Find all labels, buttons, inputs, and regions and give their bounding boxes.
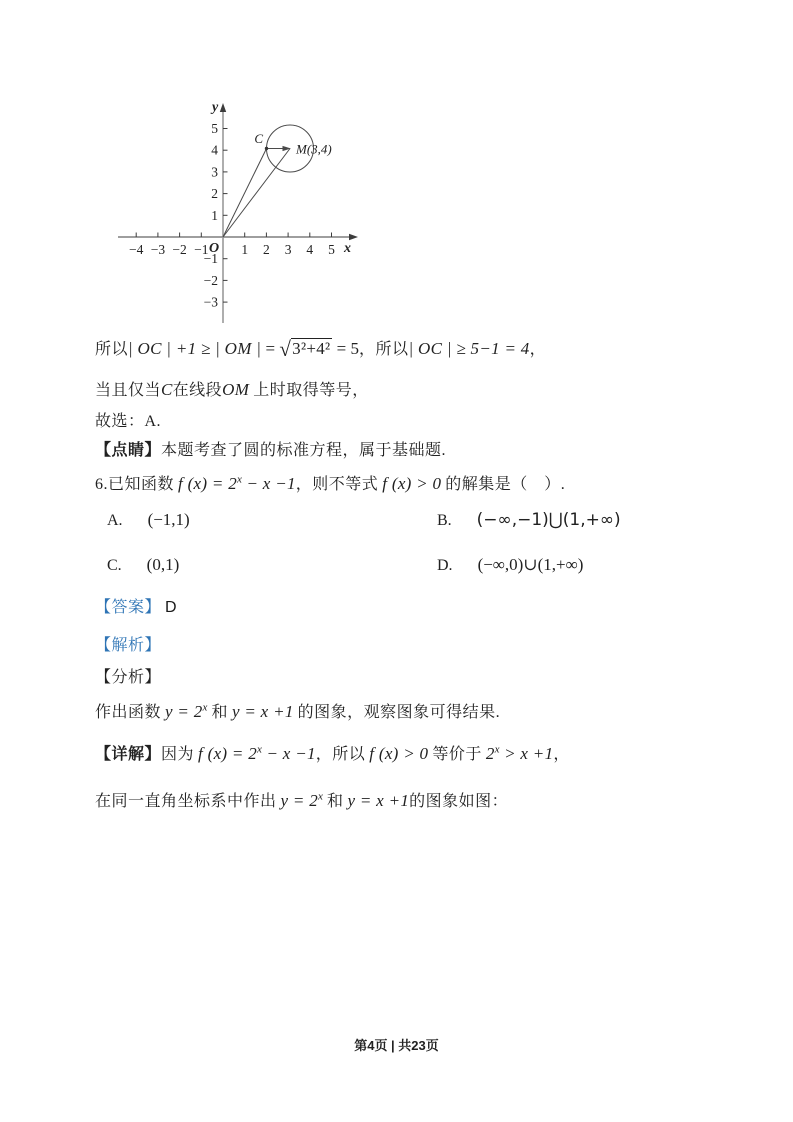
math-run: > x +1 xyxy=(499,744,554,763)
option-d xyxy=(437,555,583,575)
option-label: D. xyxy=(437,557,453,574)
text-run: 在线段 xyxy=(172,382,223,399)
point-c-dot xyxy=(265,147,268,150)
question-number: 6. xyxy=(95,476,108,493)
math-run: 2 xyxy=(485,744,495,763)
text-run: ，则不等式 xyxy=(295,476,379,493)
x-tick-marks xyxy=(136,233,331,238)
solution5-line1 xyxy=(95,336,546,362)
text-run: 和 xyxy=(326,793,344,810)
solution5-choice: 故选：A. xyxy=(95,413,162,430)
x-tick-label: −1 xyxy=(194,242,209,257)
text-run: 的解集是（ ）. xyxy=(445,476,566,493)
option-label: A. xyxy=(107,512,123,529)
option-c xyxy=(107,555,179,575)
x-tick-label: 5 xyxy=(328,242,335,257)
math-run: − x −1 xyxy=(241,474,296,493)
answer-value: D xyxy=(165,599,177,616)
option-label: C. xyxy=(107,557,122,574)
exponent: x xyxy=(257,743,262,756)
text-run: 作出函数 xyxy=(95,704,162,721)
answer-label: 【答案】 xyxy=(95,599,162,616)
x-tick-label: 4 xyxy=(306,242,314,257)
text-run: 在同一直角坐标系中作出 xyxy=(95,793,277,810)
y-tick-label: 4 xyxy=(211,142,218,158)
math-run: C xyxy=(161,380,173,399)
text-run: 等价于 xyxy=(432,746,482,763)
answer-line xyxy=(95,594,177,617)
math-run: f (x) > 0 xyxy=(382,474,442,493)
sqrt-sign: √ xyxy=(279,337,292,361)
jiexi-label: 【解析】 xyxy=(95,637,162,654)
y-axis-arrow-icon xyxy=(220,103,226,112)
math-run: − x −1 xyxy=(261,744,316,763)
y-tick-label: 2 xyxy=(211,186,218,202)
math-run: f (x) = 2 xyxy=(198,744,258,763)
sqrt-radicand: 3²+4² xyxy=(292,339,331,358)
y-tick-label: −3 xyxy=(203,294,218,310)
segment-oc xyxy=(223,149,267,238)
y-tick-label: 3 xyxy=(211,164,218,180)
math-run: OM xyxy=(222,380,250,399)
math-run: = 5 xyxy=(332,339,360,358)
text-run: 本题考查了圆的标准方程，属于基础题. xyxy=(161,442,447,459)
option-value: (−1,1) xyxy=(147,510,190,529)
math-run: | OC | ≥ 5−1 = 4 xyxy=(408,339,530,358)
text-run: 所以 xyxy=(95,341,129,358)
xiangjie-line xyxy=(95,741,570,764)
exponent: x xyxy=(318,790,323,803)
math-run: y = x +1 xyxy=(347,791,410,810)
x-tick-label: −4 xyxy=(129,242,144,257)
option-value: (0,1) xyxy=(146,555,180,574)
option-b xyxy=(437,510,621,530)
option-a xyxy=(107,510,190,530)
origin-label: O xyxy=(209,241,220,256)
math-run: y = x +1 xyxy=(231,702,294,721)
text-run: 因为 xyxy=(161,746,195,763)
y-axis-label: y xyxy=(212,100,219,115)
segment-om xyxy=(223,149,290,238)
point-m-label: M(3,4) xyxy=(296,141,332,157)
text-run: 当且仅当 xyxy=(95,382,162,399)
final-line xyxy=(95,788,508,811)
point-c-label: C xyxy=(254,131,263,146)
text-run: 和 xyxy=(211,704,228,721)
arrow-to-m-icon xyxy=(283,146,292,151)
coordinate-figure xyxy=(113,97,367,333)
page-footer: 第4页 | 共23页 xyxy=(354,1038,439,1053)
option-value: (−∞,0)∪(1,+∞) xyxy=(477,555,584,574)
text-run: 的图象，观察图象可得结果. xyxy=(297,704,501,721)
math-run: f (x) = 2 xyxy=(178,474,238,493)
x-tick-label: −2 xyxy=(172,242,187,257)
x-axis-arrow-icon xyxy=(349,234,358,240)
text-run: ，所以 xyxy=(315,746,366,763)
solution5-remark xyxy=(95,437,446,460)
math-run: y = 2 xyxy=(280,791,319,810)
x-axis-label: x xyxy=(344,241,351,256)
text-run: 已知函数 xyxy=(108,476,175,493)
y-tick-label: 5 xyxy=(211,121,218,136)
option-value: (−∞,−1)⋃(1,+∞) xyxy=(476,510,621,530)
x-tick-label: 3 xyxy=(284,242,292,257)
text-run: ，所以 xyxy=(359,341,409,358)
y-tick-label: −1 xyxy=(203,251,218,267)
exponent: x xyxy=(202,701,208,714)
x-tick-label: 2 xyxy=(263,242,270,257)
text-run: ， xyxy=(553,746,570,763)
math-run: f (x) > 0 xyxy=(369,744,429,763)
text-run: ， xyxy=(529,341,547,358)
question6-stem xyxy=(95,471,565,494)
fenxi-text xyxy=(95,699,500,722)
dianjing-label: 【点睛】 xyxy=(95,442,162,459)
y-tick-label: 1 xyxy=(211,207,218,223)
y-tick-label: −2 xyxy=(203,272,218,288)
text-run: 上时取得等号， xyxy=(253,382,369,399)
xiangjie-label: 【详解】 xyxy=(95,746,162,763)
exponent: x xyxy=(494,743,500,756)
x-tick-label: 1 xyxy=(241,242,249,257)
math-run: y = 2 xyxy=(165,702,203,721)
option-label: B. xyxy=(437,512,452,529)
x-tick-label: −3 xyxy=(150,242,166,257)
solution5-line2 xyxy=(95,377,369,400)
fenxi-label: 【分析】 xyxy=(95,669,162,686)
math-run: = xyxy=(261,339,280,358)
math-run: | OC | +1 ≥ | OM | xyxy=(128,339,262,358)
text-run: 的图象如图： xyxy=(409,793,509,810)
exponent: x xyxy=(237,473,242,486)
